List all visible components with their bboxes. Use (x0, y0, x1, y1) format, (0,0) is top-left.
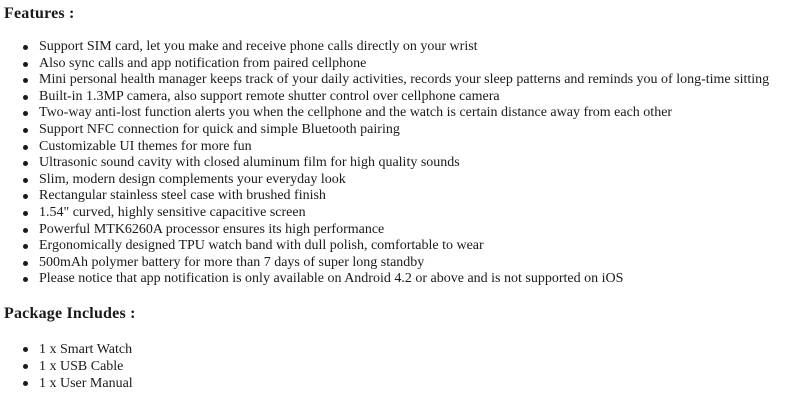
list-item (0, 375, 133, 392)
list-item-text: Also sync calls and app notification from paired cellphone (39, 55, 367, 71)
list-item-text: Powerful MTK6260A processor ensures its high performance (39, 221, 385, 237)
features-list (0, 39, 769, 288)
list-item (0, 139, 769, 156)
features-heading: Features : (4, 5, 75, 22)
list-item (0, 205, 769, 222)
list-item-text: Customizable UI themes for more fun (39, 138, 252, 154)
list-item (0, 222, 769, 239)
list-item (0, 255, 769, 272)
bullet-icon (23, 78, 28, 83)
list-item (0, 39, 769, 56)
package-list (0, 341, 133, 392)
list-item-text: Mini personal health manager keeps track of your daily activities, records your sleep patterns and reminds you of long-time sitting (39, 72, 770, 88)
list-item-text: 1 x Smart Watch (39, 342, 133, 357)
list-item (0, 72, 769, 89)
list-item (0, 122, 769, 139)
list-item-text: 1 x USB Cable (39, 359, 124, 374)
list-item-text: Built-in 1.3MP camera, also support remote shutter control over cellphone camera (39, 88, 500, 104)
list-item-text: Slim, modern design complements your everyday look (39, 171, 346, 187)
bullet-icon (23, 145, 28, 150)
bullet-icon (23, 161, 28, 166)
list-item (0, 56, 769, 73)
bullet-icon (23, 381, 28, 386)
bullet-icon (23, 45, 28, 50)
list-item-text: Ergonomically designed TPU watch band with dull polish, comfortable to wear (39, 238, 484, 254)
bullet-icon (23, 111, 28, 116)
list-item (0, 341, 133, 358)
list-item (0, 238, 769, 255)
bullet-icon (23, 277, 28, 282)
bullet-icon (23, 95, 28, 100)
list-item (0, 105, 769, 122)
list-item-text: Support NFC connection for quick and simple Bluetooth pairing (39, 121, 400, 137)
list-item-text: 500mAh polymer battery for more than 7 days of super long standby (39, 254, 425, 270)
list-item (0, 89, 769, 106)
list-item (0, 155, 769, 172)
bullet-icon (23, 364, 28, 369)
list-item (0, 172, 769, 189)
bullet-icon (23, 228, 28, 233)
list-item-text: 1.54" curved, highly sensitive capacitive screen (39, 204, 306, 220)
list-item (0, 188, 769, 205)
bullet-icon (23, 128, 28, 133)
list-item-text: Rectangular stainless steel case with brushed finish (39, 188, 326, 204)
bullet-icon (23, 62, 28, 67)
bullet-icon (23, 178, 28, 183)
list-item-text: Please notice that app notification is only available on Android 4.2 or above and is not supported on iOS (39, 271, 624, 287)
list-item-text: Ultrasonic sound cavity with closed aluminum film for high quality sounds (39, 155, 460, 171)
bullet-icon (23, 347, 28, 352)
bullet-icon (23, 211, 28, 216)
bullet-icon (23, 244, 28, 249)
list-item-text: 1 x User Manual (39, 376, 133, 391)
bullet-icon (23, 261, 28, 266)
package-heading: Package Includes : (4, 305, 136, 322)
list-item (0, 358, 133, 375)
list-item-text: Two-way anti-lost function alerts you when the cellphone and the watch is certain distance away from each other (39, 105, 673, 121)
list-item-text: Support SIM card, let you make and receive phone calls directly on your wrist (39, 39, 478, 54)
bullet-icon (23, 194, 28, 199)
list-item (0, 271, 769, 288)
